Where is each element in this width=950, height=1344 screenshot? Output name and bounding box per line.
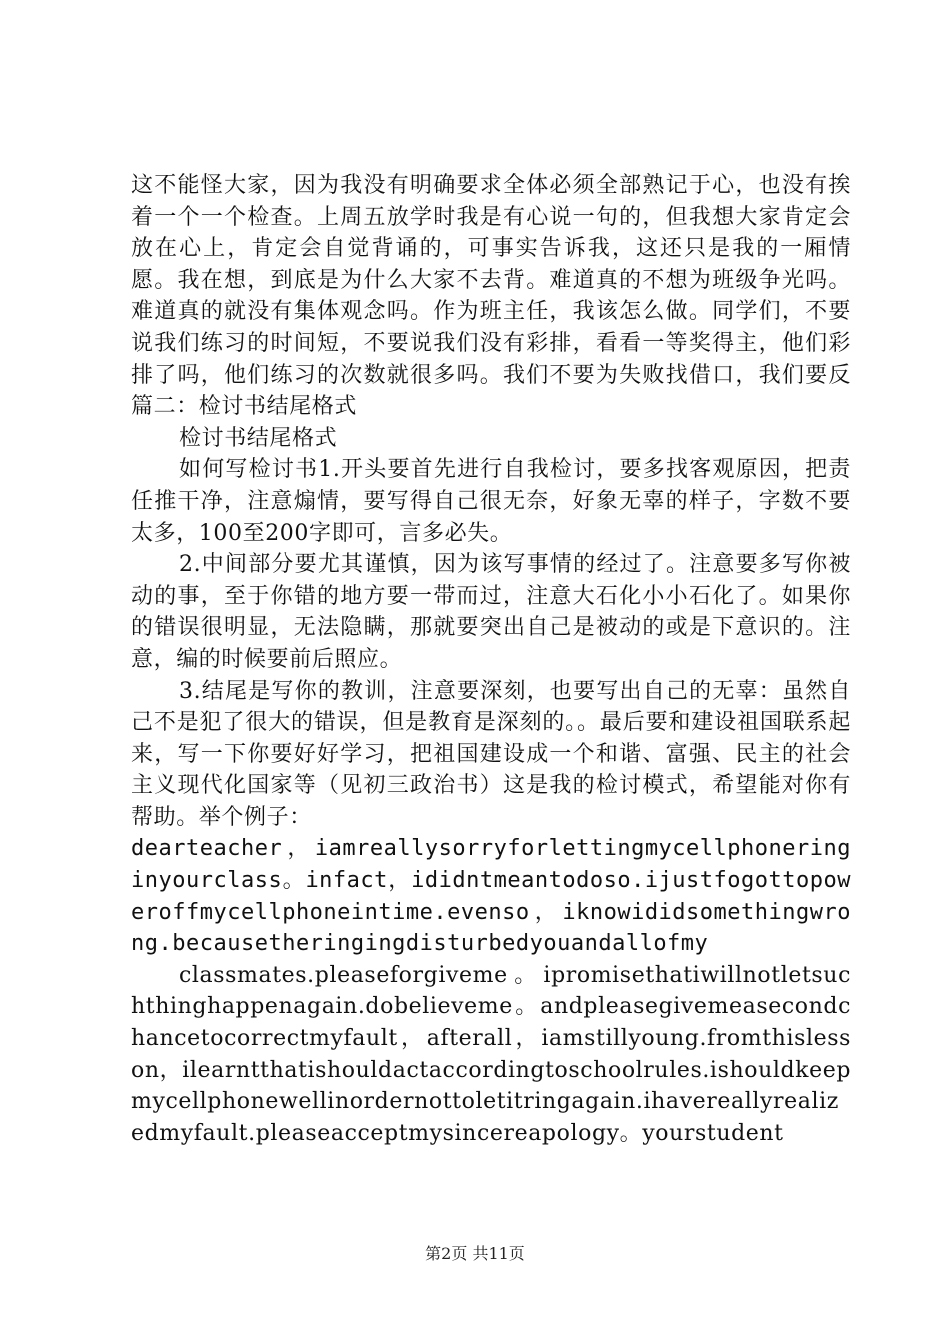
paragraph-step-1: 如何写检讨书1.开头要首先进行自我检讨，要多找客观原因，把责任推干净，注意煽情，要写得自己很无奈，好象无辜的样子，字数不要太多，100至200字即可，言多必失。 [131, 457, 851, 546]
paragraph-step-2: 2.中间部分要尤其谨慎，因为该写事情的经过了。注意要多写你被动的事，至于你错的地方要一带而过，注意大石化小小石化了。如果你的错误很明显，无法隐瞒，那就要突出自己是被动的或是下意识的。注意，编的时候要前后照应。 [131, 552, 851, 672]
paragraph-step-3: 3.结尾是写你的教训，注意要深刻，也要写出自己的无辜：虽然自己不是犯了很大的错误，但是教育是深刻的。。最后要和建设祖国联系起来，写一下你要好好学习，把祖国建设成一个和谐、富强、民主的社会主义现代化国家等（见初三政治书）这是我的检讨模式，希望能对你有帮助。举个例子： [131, 678, 851, 830]
paragraph-english-example-1: dearteacher，iamreallysorryforlettingmycellphoneringinyourclass。infact，ididntmeantodoso.ijustfogottopoweroffmycellphoneintime.evenso，iknowididsomethingwrong.becausetheringingdisturbedyouandallofmy [131, 836, 851, 957]
paragraph-english-example-2: classmates.pleaseforgiveme。ipromisethatiwillnotletsuchthinghappenagain.dobelieveme。andpleasegivemeasecondchancetocorrectmyfault，afterall，iamstillyoung.fromthislesson，ilearntthatishouldactaccordingtoschoolrules.ishouldkeepmycellphonewellinordernottoletitringagain.ihavereallyrealizedmyfault.pleaseacceptmysincereapology。yourstudent [131, 962, 852, 1146]
document-body [131, 170, 851, 1149]
section-heading: 检讨书结尾格式 [179, 425, 338, 451]
page-footer: 第2页 共11页 [425, 1244, 525, 1263]
paragraph-intro: 这不能怪大家，因为我没有明确要求全体必须全部熟记于心，也没有挨着一个一个检查。上周五放学时我是有心说一句的，但我想大家肯定会放在心上，肯定会自觉背诵的，可事实告诉我，这还只是我的一厢情愿。我在想，到底是为什么大家不去背。难道真的不想为班级争光吗。难道真的就没有集体观念吗。作为班主任，我该怎么做。同学们，不要说我们练习的时间短，不要说我们没有彩排，看看一等奖得主，他们彩排了吗，他们练习的次数就很多吗。我们不要为失败找借口，我们要反篇二：检讨书结尾格式 [131, 173, 851, 420]
